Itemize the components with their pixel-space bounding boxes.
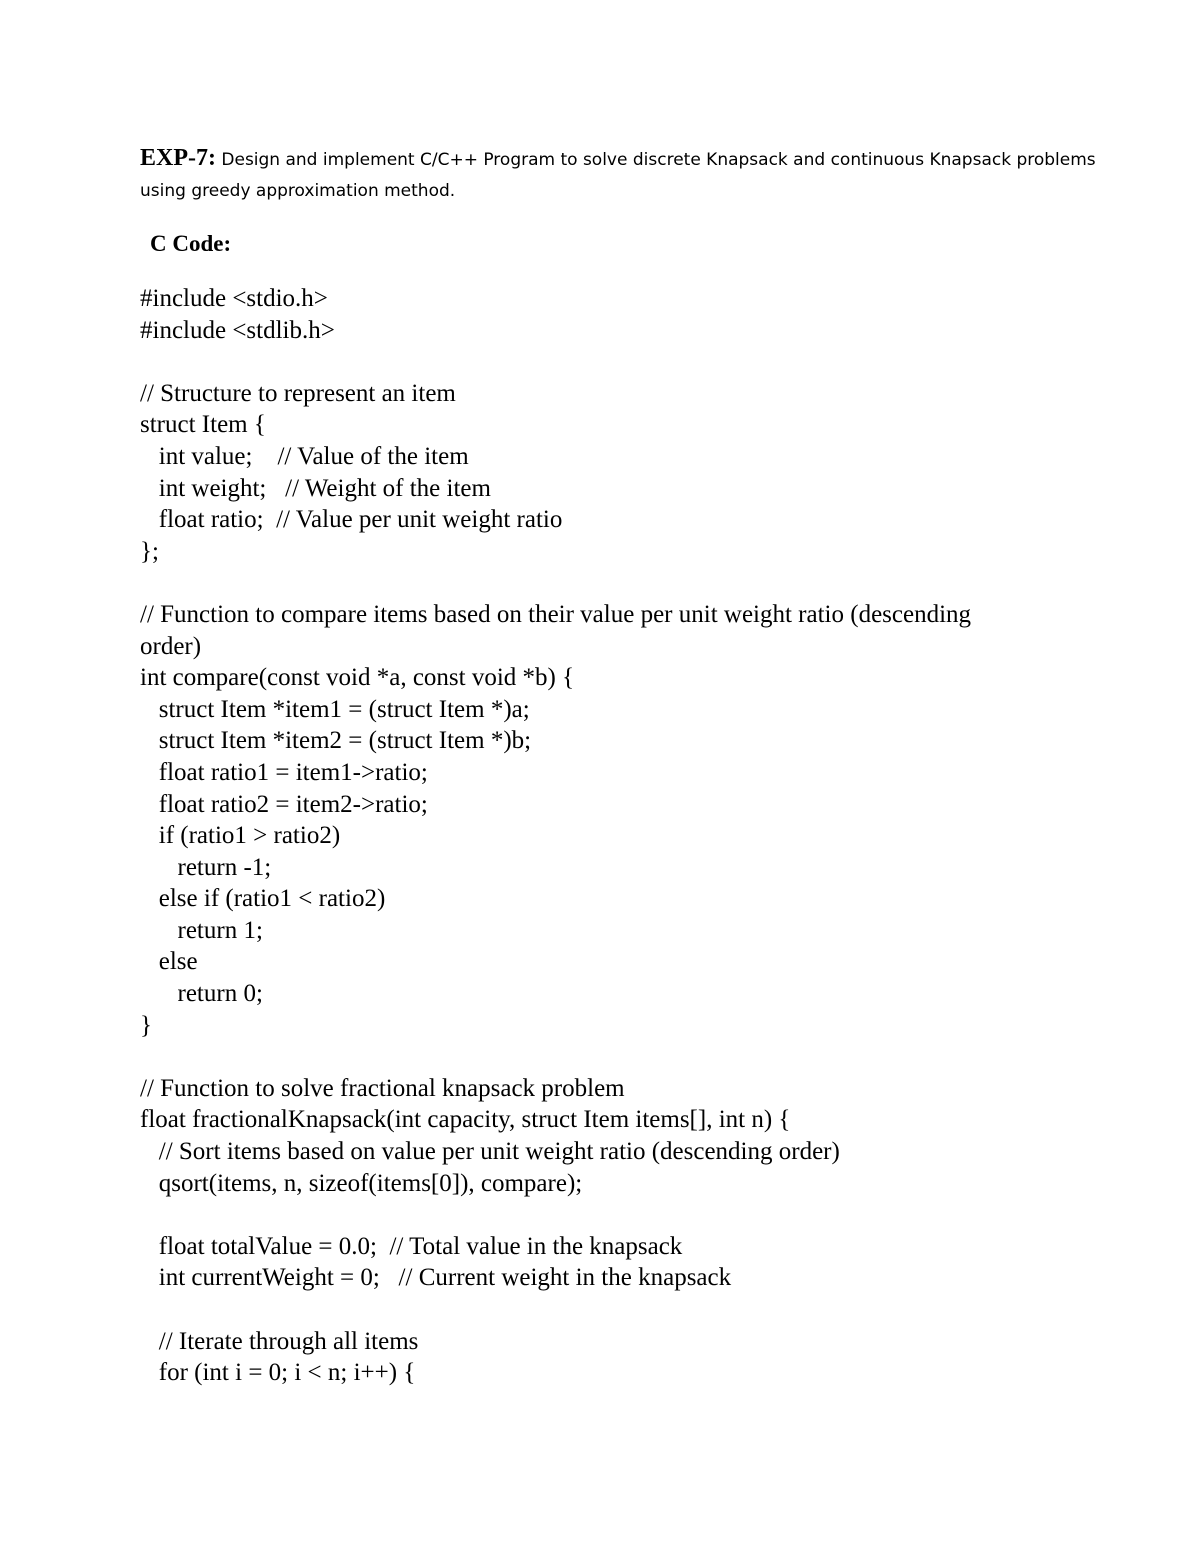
code-line — [140, 346, 1080, 378]
code-line: // Sort items based on value per unit weight ratio (descending order) — [140, 1138, 840, 1166]
code-line: }; — [140, 537, 159, 565]
code-line: return 0; — [140, 980, 263, 1008]
code-line: float ratio1 = item1->ratio; — [140, 758, 428, 786]
experiment-label: EXP-7: — [140, 145, 216, 171]
code-line — [140, 1041, 1080, 1073]
code-line — [140, 567, 1080, 599]
code-line: qsort(items, n, sizeof(items[0]), compare); — [140, 1169, 583, 1197]
code-line: int compare(const void *a, const void *b) { — [140, 664, 575, 692]
code-line: // Structure to represent an item — [140, 379, 456, 407]
code-line: return -1; — [140, 853, 272, 881]
code-line: } — [140, 1011, 152, 1039]
code-section-title: C Code: — [150, 231, 232, 256]
code-line: order) — [140, 632, 202, 660]
code-line: else if (ratio1 < ratio2) — [140, 885, 386, 913]
code-line: // Function to solve fractional knapsack problem — [140, 1074, 625, 1102]
code-line: // Iterate through all items — [140, 1327, 419, 1355]
code-line: float ratio; // Value per unit weight ratio — [140, 506, 563, 534]
code-line: return 1; — [140, 916, 263, 944]
code-line: int currentWeight = 0; // Current weight in the knapsack — [140, 1264, 732, 1292]
code-line: for (int i = 0; i < n; i++) { — [140, 1359, 416, 1387]
code-line: if (ratio1 > ratio2) — [140, 822, 341, 850]
experiment-description: Design and implement C/C++ Program to solve discrete Knapsack and continuous Knapsack problems using greedy approximation method. — [140, 150, 1096, 201]
code-listing — [140, 283, 1080, 1389]
experiment-heading — [140, 143, 1100, 207]
code-line — [140, 1199, 1080, 1231]
code-line — [140, 1294, 1080, 1326]
code-line: int weight; // Weight of the item — [140, 474, 491, 502]
code-line: #include <stdlib.h> — [140, 316, 335, 344]
code-line: float ratio2 = item2->ratio; — [140, 790, 428, 818]
code-line: struct Item { — [140, 411, 266, 439]
code-line: struct Item *item2 = (struct Item *)b; — [140, 727, 532, 755]
code-line: else — [140, 948, 198, 976]
code-line: int value; // Value of the item — [140, 442, 469, 470]
code-line: struct Item *item1 = (struct Item *)a; — [140, 695, 530, 723]
code-line: float totalValue = 0.0; // Total value in the knapsack — [140, 1232, 683, 1260]
code-line: #include <stdio.h> — [140, 285, 328, 312]
code-line: float fractionalKnapsack(int capacity, struct Item items[], int n) { — [140, 1106, 791, 1134]
code-line: // Function to compare items based on their value per unit weight ratio (descending — [140, 600, 972, 628]
